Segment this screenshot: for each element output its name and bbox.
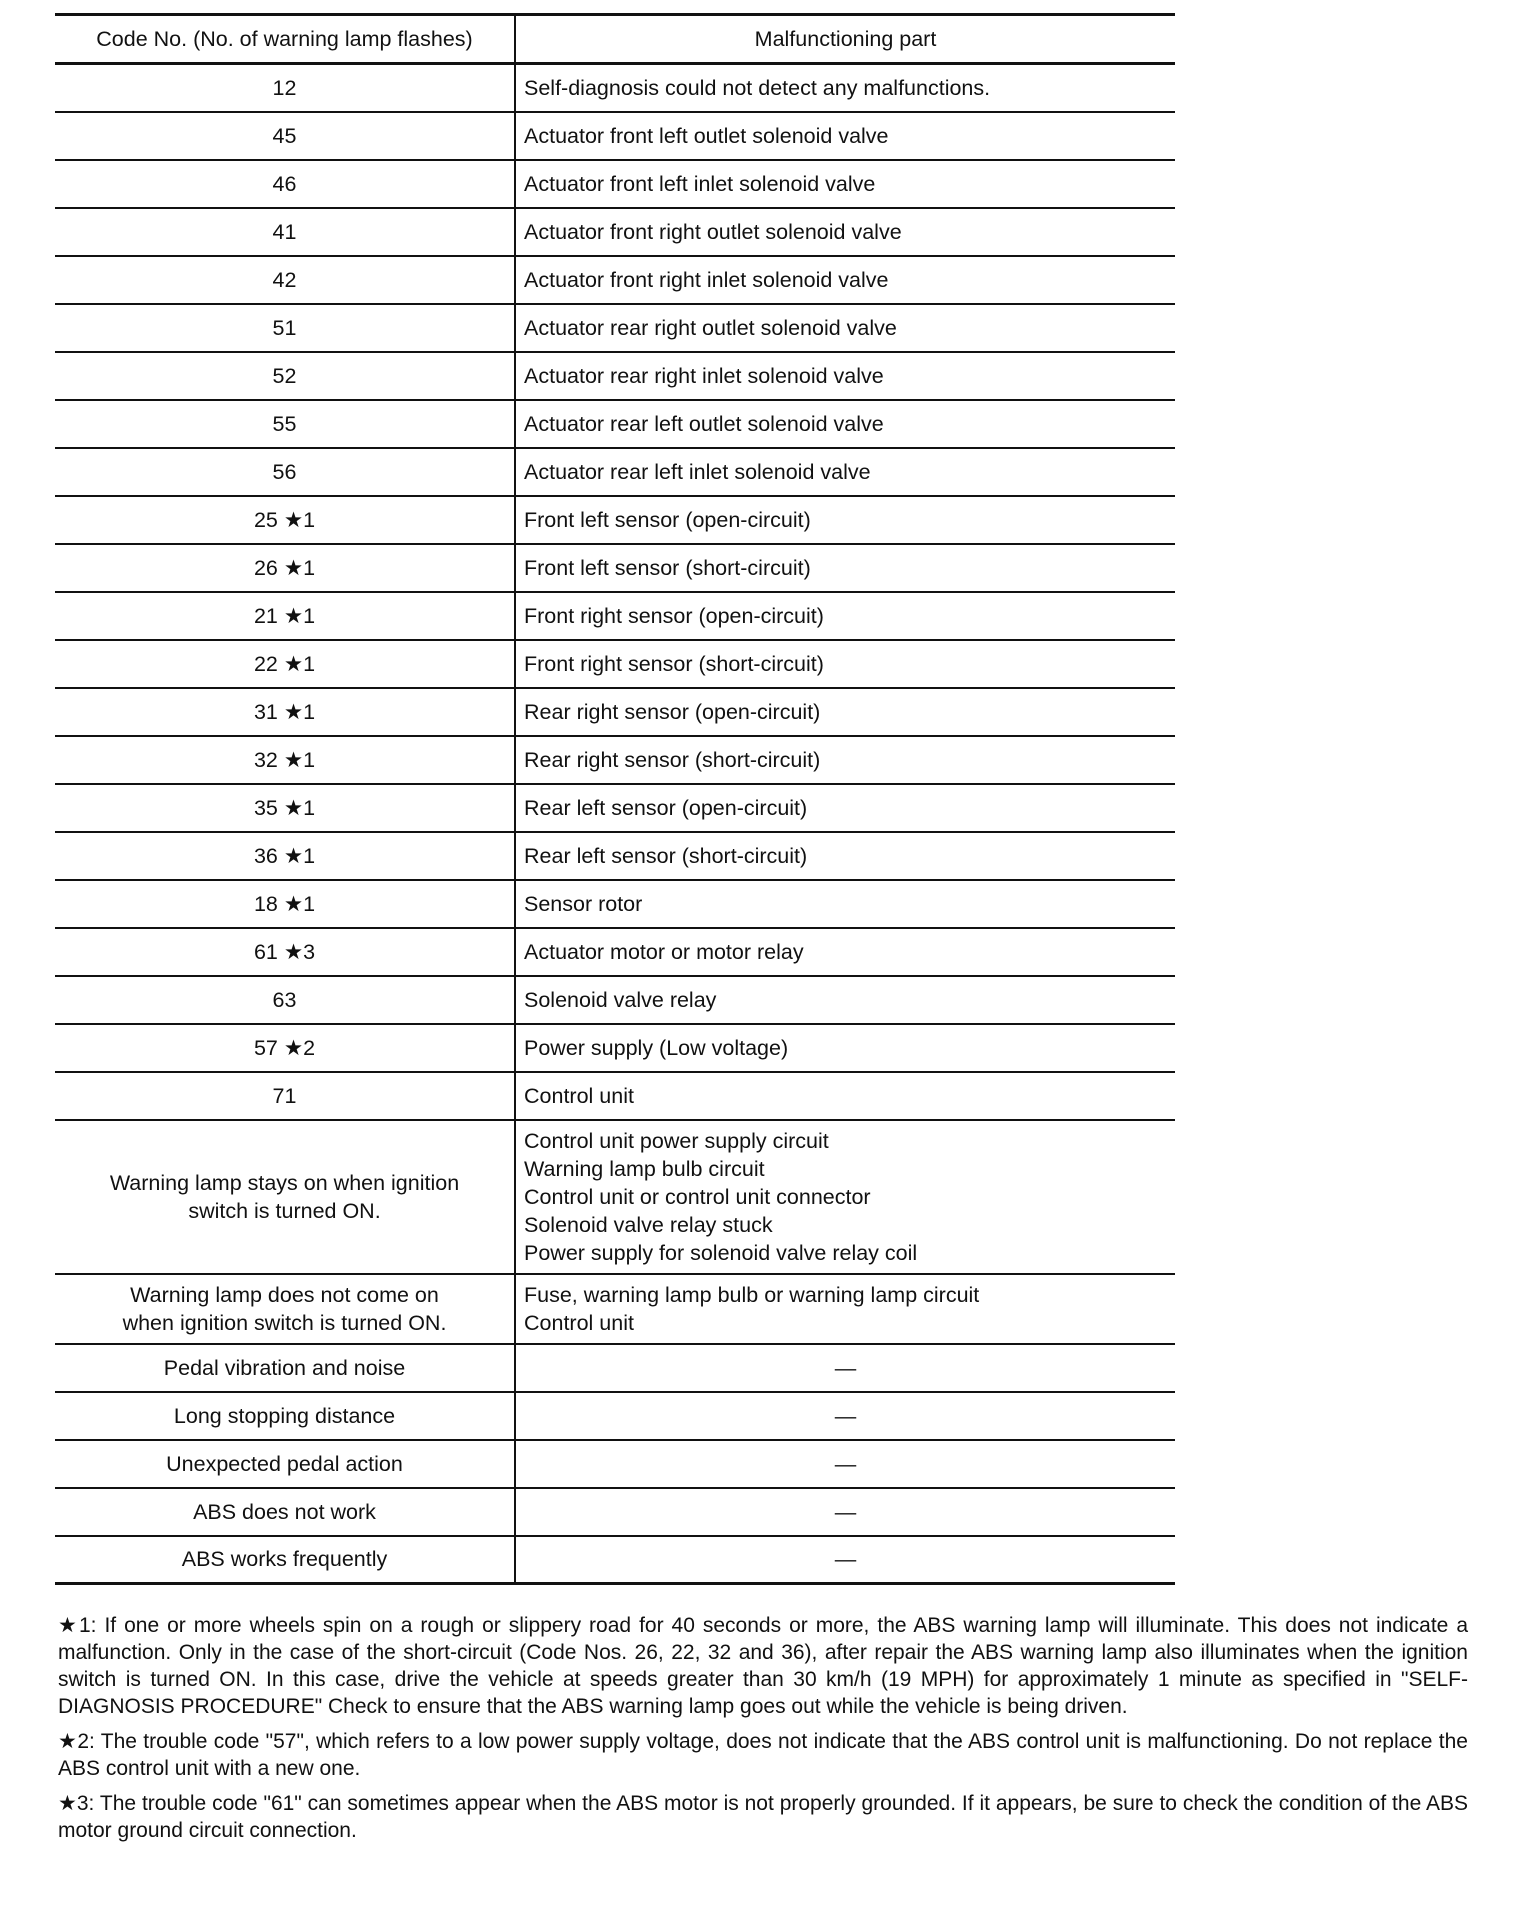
code-cell: 42 xyxy=(55,256,515,304)
malfunctioning-part-cell: — xyxy=(515,1536,1175,1584)
malfunctioning-part-cell: Control unit xyxy=(515,1072,1175,1120)
table-row xyxy=(55,256,1175,304)
malfunctioning-part-cell: Rear right sensor (open-circuit) xyxy=(515,688,1175,736)
malfunctioning-part-cell: — xyxy=(515,1392,1175,1440)
code-cell: Pedal vibration and noise xyxy=(55,1344,515,1392)
malfunctioning-part-cell: Actuator motor or motor relay xyxy=(515,928,1175,976)
malfunctioning-part-cell: — xyxy=(515,1344,1175,1392)
malfunctioning-part-cell: Front left sensor (short-circuit) xyxy=(515,544,1175,592)
code-cell: 26 ★1 xyxy=(55,544,515,592)
table-row xyxy=(55,1536,1175,1584)
malfunctioning-part-cell: Front right sensor (open-circuit) xyxy=(515,592,1175,640)
table-row xyxy=(55,784,1175,832)
malfunctioning-part-cell: Self-diagnosis could not detect any malfunctions. xyxy=(515,64,1175,112)
table-row xyxy=(55,400,1175,448)
table-row xyxy=(55,880,1175,928)
code-cell: ABS works frequently xyxy=(55,1536,515,1584)
malfunctioning-part-cell: Rear left sensor (open-circuit) xyxy=(515,784,1175,832)
table-row xyxy=(55,928,1175,976)
code-cell: 57 ★2 xyxy=(55,1024,515,1072)
code-cell: 71 xyxy=(55,1072,515,1120)
table-row xyxy=(55,592,1175,640)
table-row xyxy=(55,1392,1175,1440)
code-cell: 12 xyxy=(55,64,515,112)
code-cell: 56 xyxy=(55,448,515,496)
malfunctioning-part-cell: Actuator rear right inlet solenoid valve xyxy=(515,352,1175,400)
footnote-1: ★1: If one or more wheels spin on a rough or slippery road for 40 seconds or more, the ABS warning lamp will illuminate. This does not indicate a malfunction. Only in the case of the short-circuit (Code Nos. 26, 22, 32 and 36), after repair the ABS warning lamp also illuminates when the ignition switch is turned ON. In this case, drive the vehicle at speeds greater than 30 km/h (19 MPH) for approximately 1 minute as specified in "SELF-DIAGNOSIS PROCEDURE" Check to ensure that the ABS warning lamp goes out while the vehicle is being driven. xyxy=(58,1614,1468,1718)
code-cell: 18 ★1 xyxy=(55,880,515,928)
code-cell: 52 xyxy=(55,352,515,400)
table-row xyxy=(55,160,1175,208)
table-row xyxy=(55,352,1175,400)
header-malfunctioning-part: Malfunctioning part xyxy=(515,15,1175,64)
code-cell: 25 ★1 xyxy=(55,496,515,544)
malfunctioning-part-cell: Actuator front left outlet solenoid valve xyxy=(515,112,1175,160)
code-cell: Warning lamp does not come on when ignition switch is turned ON. xyxy=(55,1274,515,1344)
code-cell: 46 xyxy=(55,160,515,208)
code-cell: 21 ★1 xyxy=(55,592,515,640)
malfunctioning-part-cell: Front left sensor (open-circuit) xyxy=(515,496,1175,544)
table-row xyxy=(55,1024,1175,1072)
footnote-3: ★3: The trouble code "61" can sometimes appear when the ABS motor is not properly grounded. If it appears, be sure to check the condition of the ABS motor ground circuit connection. xyxy=(58,1792,1468,1842)
malfunctioning-part-cell: Rear right sensor (short-circuit) xyxy=(515,736,1175,784)
code-cell: 63 xyxy=(55,976,515,1024)
table-row xyxy=(55,1440,1175,1488)
code-cell: 41 xyxy=(55,208,515,256)
code-cell: 36 ★1 xyxy=(55,832,515,880)
table-row xyxy=(55,832,1175,880)
table-row xyxy=(55,64,1175,112)
code-cell: 31 ★1 xyxy=(55,688,515,736)
table-row xyxy=(55,112,1175,160)
footnotes xyxy=(58,1612,1468,1852)
table-row xyxy=(55,1274,1175,1344)
code-cell: 61 ★3 xyxy=(55,928,515,976)
code-cell: 35 ★1 xyxy=(55,784,515,832)
table-row xyxy=(55,544,1175,592)
malfunctioning-part-cell: Actuator rear right outlet solenoid valve xyxy=(515,304,1175,352)
malfunctioning-part-cell: Actuator rear left outlet solenoid valve xyxy=(515,400,1175,448)
table-body xyxy=(55,64,1175,1584)
malfunctioning-part-cell: Control unit power supply circuit Warning lamp bulb circuit Control unit or control unit connector Solenoid valve relay stuck Power supply for solenoid valve relay coil xyxy=(515,1120,1175,1274)
malfunctioning-part-cell: Solenoid valve relay xyxy=(515,976,1175,1024)
malfunctioning-part-cell: Power supply (Low voltage) xyxy=(515,1024,1175,1072)
malfunctioning-part-cell: Actuator front right inlet solenoid valve xyxy=(515,256,1175,304)
table-row xyxy=(55,448,1175,496)
malfunctioning-part-cell: Sensor rotor xyxy=(515,880,1175,928)
table-row xyxy=(55,496,1175,544)
table-row xyxy=(55,1120,1175,1274)
malfunctioning-part-cell: Actuator rear left inlet solenoid valve xyxy=(515,448,1175,496)
malfunctioning-part-cell: Front right sensor (short-circuit) xyxy=(515,640,1175,688)
trouble-code-table xyxy=(55,13,1175,1585)
footnote-2: ★2: The trouble code "57", which refers to a low power supply voltage, does not indicate that the ABS control unit is malfunctioning. Do not replace the ABS control unit with a new one. xyxy=(58,1730,1468,1780)
malfunctioning-part-cell: — xyxy=(515,1440,1175,1488)
code-cell: ABS does not work xyxy=(55,1488,515,1536)
malfunctioning-part-cell: Rear left sensor (short-circuit) xyxy=(515,832,1175,880)
table-row xyxy=(55,208,1175,256)
code-cell: Long stopping distance xyxy=(55,1392,515,1440)
code-cell: Unexpected pedal action xyxy=(55,1440,515,1488)
code-cell: 51 xyxy=(55,304,515,352)
code-cell: 45 xyxy=(55,112,515,160)
table-row xyxy=(55,1072,1175,1120)
code-cell: Warning lamp stays on when ignition switch is turned ON. xyxy=(55,1120,515,1274)
header-code-number: Code No. (No. of warning lamp flashes) xyxy=(55,15,515,64)
code-cell: 32 ★1 xyxy=(55,736,515,784)
malfunctioning-part-cell: Fuse, warning lamp bulb or warning lamp circuit Control unit xyxy=(515,1274,1175,1344)
table-row xyxy=(55,640,1175,688)
code-cell: 22 ★1 xyxy=(55,640,515,688)
table-row xyxy=(55,1344,1175,1392)
malfunctioning-part-cell: — xyxy=(515,1488,1175,1536)
table-row xyxy=(55,1488,1175,1536)
malfunctioning-part-cell: Actuator front right outlet solenoid valve xyxy=(515,208,1175,256)
code-cell: 55 xyxy=(55,400,515,448)
table-row xyxy=(55,976,1175,1024)
malfunctioning-part-cell: Actuator front left inlet solenoid valve xyxy=(515,160,1175,208)
table-header-row xyxy=(55,15,1175,64)
table-row xyxy=(55,736,1175,784)
table-row xyxy=(55,304,1175,352)
table-row xyxy=(55,688,1175,736)
